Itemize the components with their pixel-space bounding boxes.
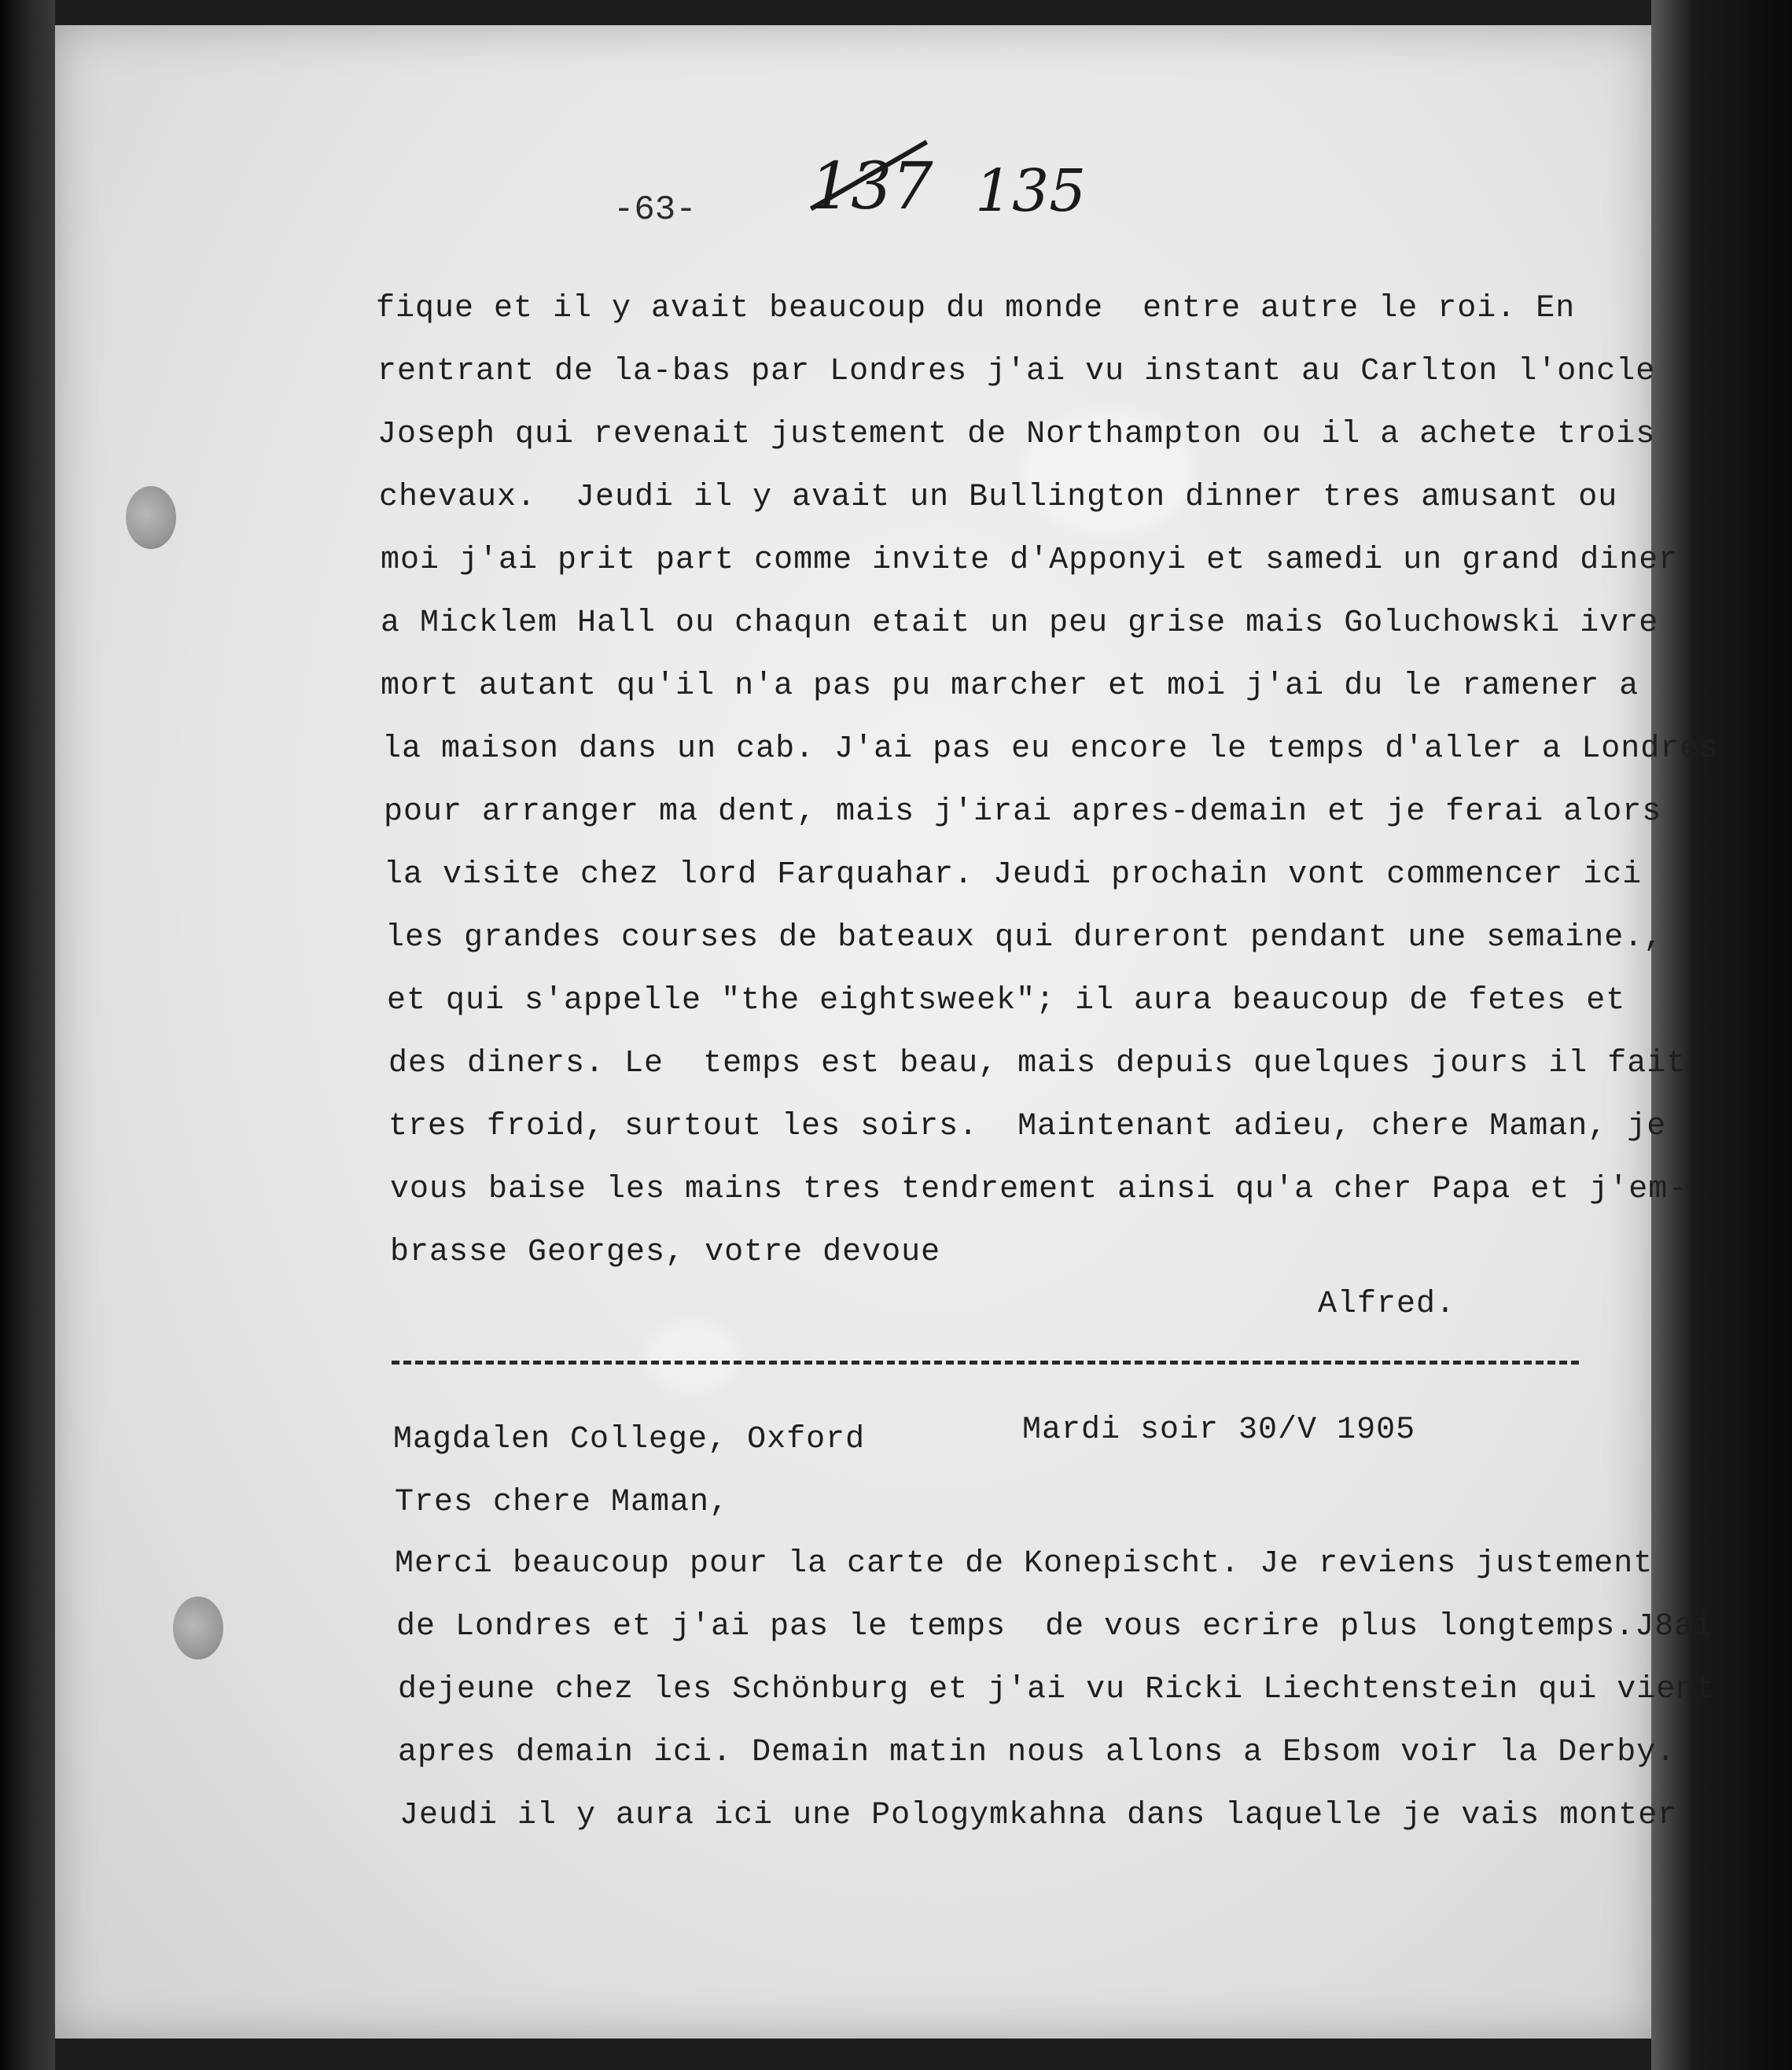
letter-separator: [392, 1361, 1579, 1365]
paper-smudge: [645, 1321, 739, 1392]
letter2-place: Magdalen College, Oxford: [393, 1422, 866, 1457]
punch-hole-top: [126, 486, 176, 549]
letter1-line: tres froid, surtout les soirs. Maintenant adieu, chere Maman, je: [388, 1109, 1667, 1144]
letter2-line: dejeune chez les Schönburg et j'ai vu Ricki Liechtenstein qui vient: [398, 1672, 1716, 1707]
letter1-line: mort autant qu'il n'a pas pu marcher et moi j'ai du le ramener a: [381, 669, 1639, 704]
letter1-line: et qui s'appelle "the eightsweek"; il aura beaucoup de fetes et: [387, 983, 1626, 1018]
punch-hole-bottom: [173, 1597, 223, 1659]
handwritten-folio-old: [810, 149, 933, 224]
letter2-date: Mardi soir 30/V 1905: [1022, 1413, 1416, 1448]
letter1-line: la maison dans un cab. J'ai pas eu encore le temps d'aller a Londres: [382, 731, 1720, 767]
letter1-line: rentrant de la-bas par Londres j'ai vu instant au Carlton l'oncle: [377, 354, 1656, 389]
letter1-line: pour arranger ma dent, mais j'irai apres-demain et je ferai alors: [384, 794, 1662, 830]
letter2-salutation: Tres chere Maman,: [395, 1485, 730, 1520]
letter2-line: Merci beaucoup pour la carte de Konepischt. Je reviens justement: [395, 1546, 1654, 1582]
letter1-line: vous baise les mains tres tendrement ainsi qu'a cher Papa et j'em-: [390, 1172, 1688, 1207]
handwritten-folio-new: 135: [975, 157, 1087, 225]
letter2-line: apres demain ici. Demain matin nous allons a Ebsom voir la Derby.: [398, 1735, 1676, 1770]
letter2-line: Jeudi il y aura ici une Pologymkahna dans laquelle je vais monter: [399, 1798, 1678, 1833]
letter1-line: Joseph qui revenait justement de Northampton ou il a achete trois: [377, 417, 1656, 452]
letter1-line: des diners. Le temps est beau, mais depuis quelques jours il fait: [388, 1046, 1687, 1081]
letter1-line: fique et il y avait beaucoup du monde entre autre le roi. En: [376, 291, 1576, 326]
letter1-line: brasse Georges, votre devoue: [390, 1235, 941, 1270]
letter1-line: les grandes courses de bateaux qui dureront pendant une semaine.,: [385, 920, 1664, 956]
letter1-signature: Alfred.: [1318, 1287, 1456, 1322]
letter2-line: de Londres et j'ai pas le temps de vous ecrire plus longtemps.J8ai: [396, 1609, 1714, 1645]
typed-page-number: -63-: [613, 190, 697, 230]
letter1-line: moi j'ai prit part comme invite d'Apponyi et samedi un grand diner: [381, 543, 1679, 578]
letter1-line: chevaux. Jeudi il y avait un Bullington dinner tres amusant ou: [379, 480, 1618, 515]
scan-edge-left: [0, 0, 55, 2070]
handwritten-folio-old-text: 137: [810, 149, 933, 224]
letter1-line: a Micklem Hall ou chaqun etait un peu grise mais Goluchowski ivre: [381, 606, 1659, 641]
letter1-line: la visite chez lord Farquahar. Jeudi prochain vont commencer ici: [384, 857, 1643, 893]
